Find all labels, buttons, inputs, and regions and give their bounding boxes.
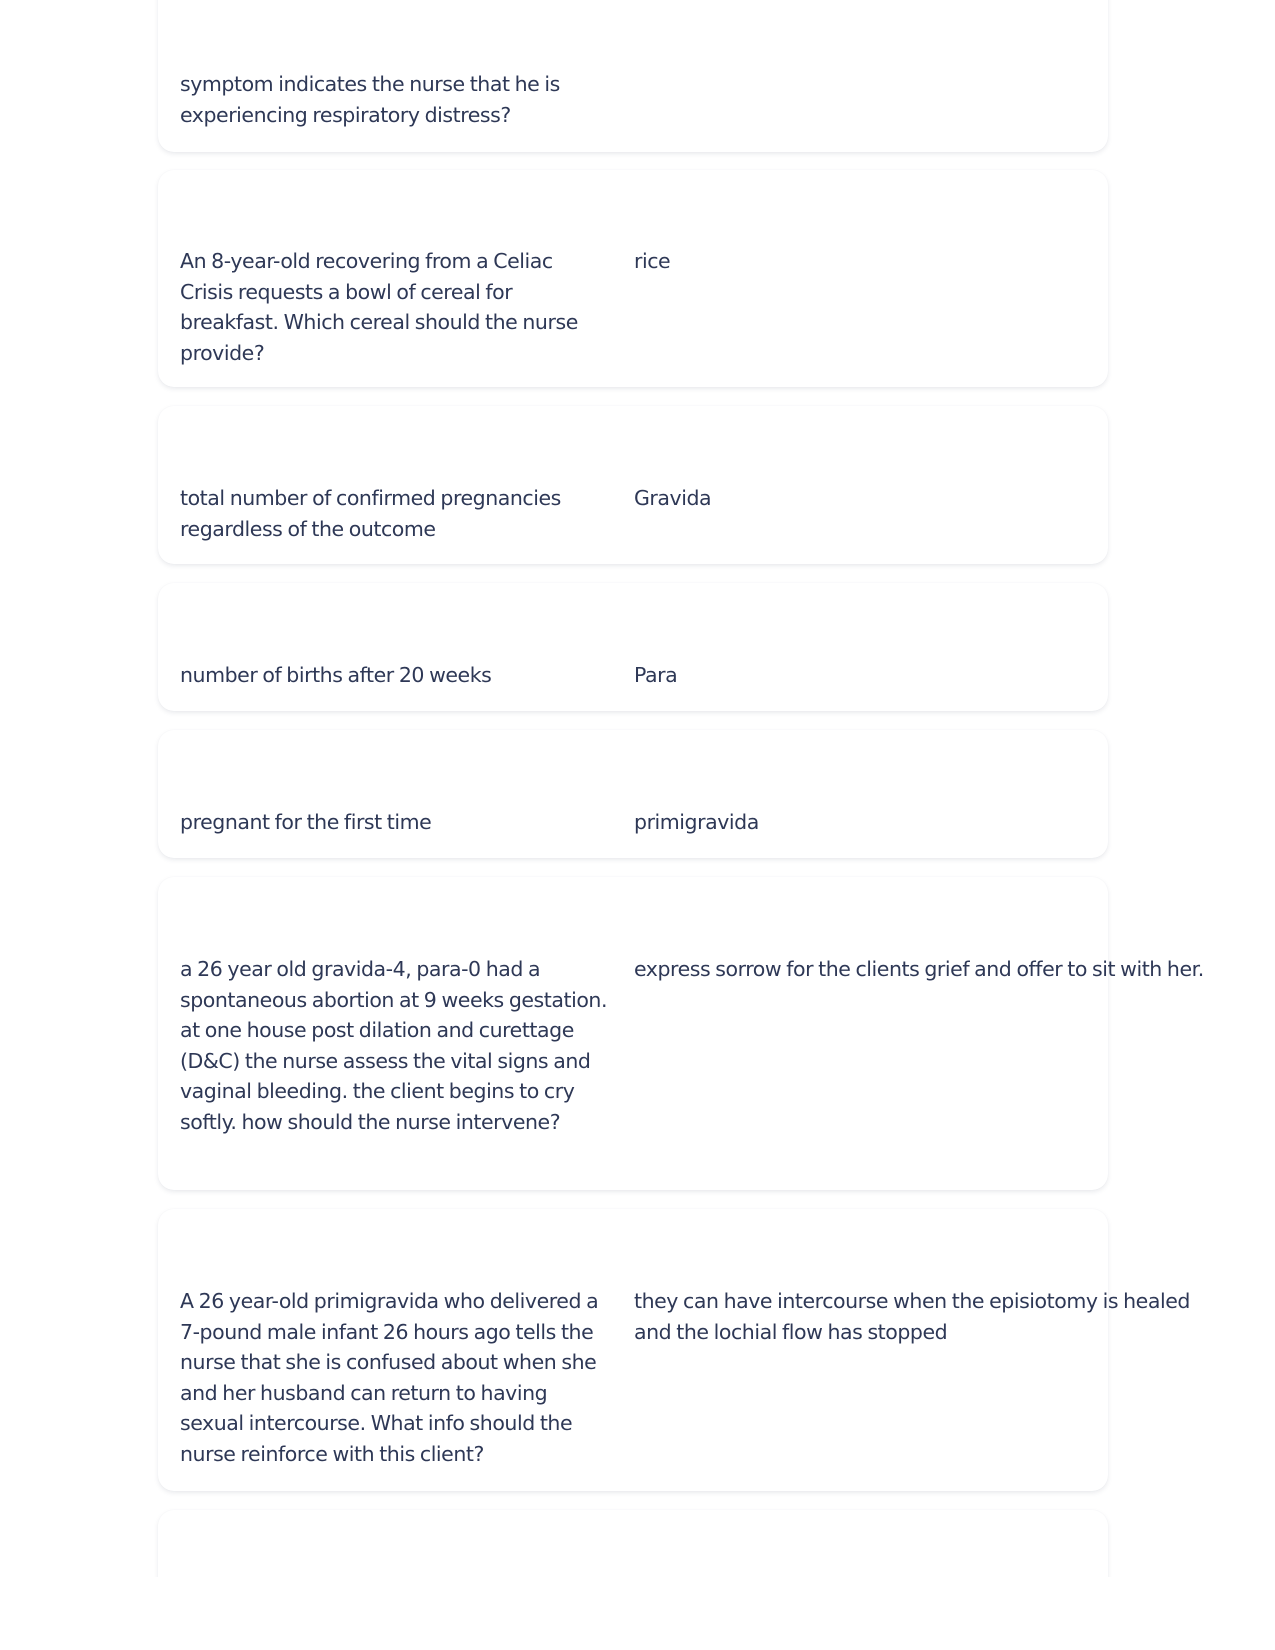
flashcard-term: pregnant for the first time (180, 810, 432, 834)
flashcard-row (158, 1209, 1190, 1491)
flashcard-definition: Para (634, 663, 678, 687)
flashcard-term: An 8-year-old recovering from a Celiac Crisis requests a bowl of cereal for breakfast. Which cereal should the nurse provide? (180, 249, 578, 365)
flashcard-row (158, 583, 1108, 711)
flashcard-definition: express sorrow for the clients grief and offer to sit with her. (634, 957, 1204, 981)
flashcard-term: number of births after 20 weeks (180, 663, 492, 687)
flashcard-row (158, 730, 1108, 858)
flashcard-row (158, 170, 1108, 387)
flashcard-row (158, 877, 1204, 1190)
flashcard-definition: they can have intercourse when the episiotomy is healed and the lochial flow has stopped (634, 1289, 1190, 1344)
flashcard-term: symptom indicates the nurse that he is experiencing respiratory distress? (180, 72, 560, 127)
flashcard-definition: primigravida (634, 810, 759, 834)
flashcard-row (158, 406, 1108, 564)
flashcard-term: a 26 year old gravida-4, para-0 had a spontaneous abortion at 9 weeks gestation. at one house post dilation and curettage (D&C) the nurse assess the vital signs and vaginal bleeding. the client begins to cry softly. how should the nurse intervene? (180, 957, 608, 1134)
flashcard-row (158, 1510, 1108, 1577)
flashcard-row (158, 0, 1108, 152)
flashcard-definition: Gravida (634, 486, 712, 510)
flashcard-term: total number of confirmed pregnancies regardless of the outcome (180, 486, 561, 541)
flashcard-term: A 26 year-old primigravida who delivered a 7-pound male infant 26 hours ago tells the nurse that she is confused about when she and her husband can return to having sexual intercourse. What info should the nurse reinforce with this client? (180, 1289, 599, 1466)
flashcard-definition: rice (634, 249, 671, 273)
